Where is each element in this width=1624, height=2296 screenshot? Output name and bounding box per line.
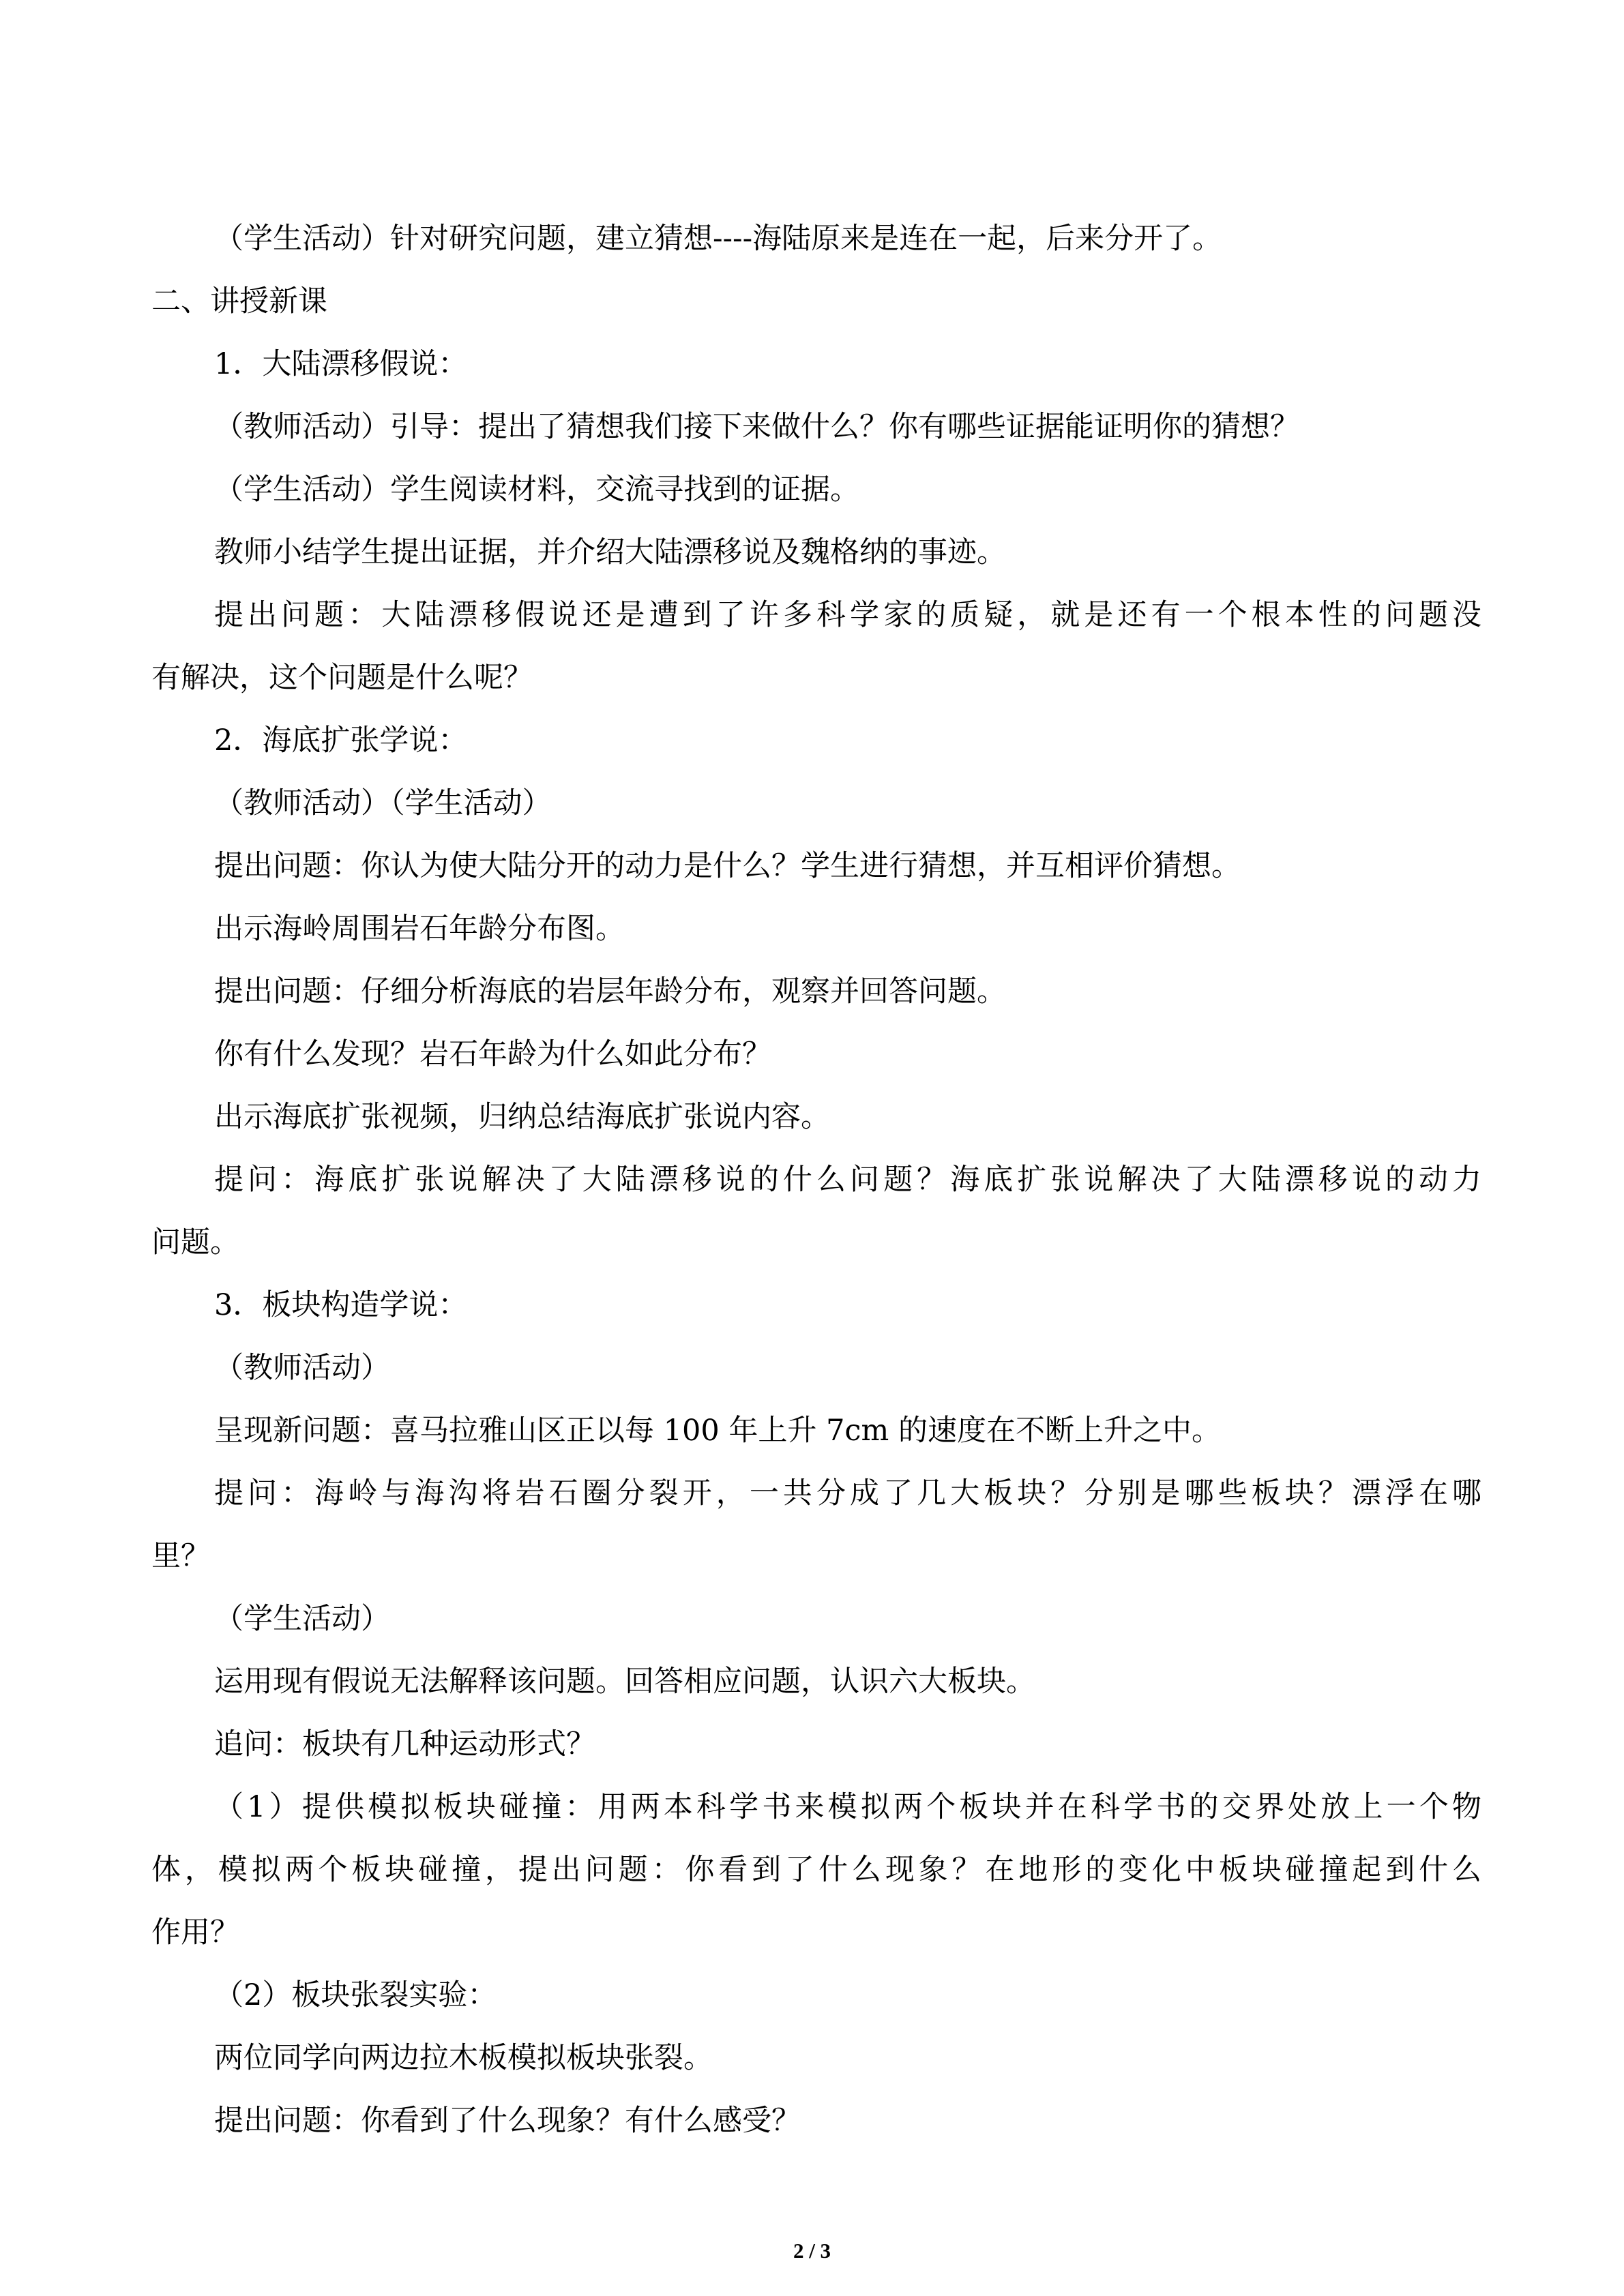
paragraph-student-reading: （学生活动）学生阅读材料，交流寻找到的证据。 xyxy=(214,473,859,507)
paragraph-student-hypothesis: （学生活动）针对研究问题，建立猜想----海陆原来是连在一起，后来分开了。 xyxy=(214,222,1222,256)
paragraph-show-map: 出示海岭周围岩石年龄分布图。 xyxy=(214,912,625,946)
paragraph-discovery: 你有什么发现？岩石年龄为什么如此分布？ xyxy=(214,1037,771,1071)
paragraph-student-activity: （学生活动） xyxy=(214,1602,390,1636)
paragraph-question-plates-cont: 里？ xyxy=(151,1539,210,1573)
paragraph-question-plates: 提问：海岭与海沟将岩石圈分裂开，一共分成了几大板块？分别是哪些板块？漂浮在哪 xyxy=(214,1476,1481,1510)
page-body xyxy=(151,207,1481,2152)
paragraph-question-doubt-cont: 有解决，这个问题是什么呢？ xyxy=(151,661,533,695)
paragraph-teacher-activity: （教师活动） xyxy=(214,1351,390,1385)
paragraph-question-solved-cont: 问题。 xyxy=(151,1225,239,1259)
paragraph-question-solved: 提问：海底扩张说解决了大陆漂移说的什么问题？海底扩张说解决了大陆漂移说的动力 xyxy=(214,1163,1481,1197)
page-number: 2 / 3 xyxy=(793,2239,831,2263)
paragraph-teacher-summary: 教师小结学生提出证据，并介绍大陆漂移说及魏格纳的事迹。 xyxy=(214,535,1006,569)
paragraph-teacher-guidance: （教师活动）引导：提出了猜想我们接下来做什么？你有哪些证据能证明你的猜想？ xyxy=(214,410,1299,444)
paragraph-collision-sim-end: 作用？ xyxy=(151,1915,239,1950)
paragraph-show-video: 出示海底扩张视频，归纳总结海底扩张说内容。 xyxy=(214,1100,830,1134)
paragraph-collision-sim-cont: 体，模拟两个板块碰撞，提出问题：你看到了什么现象？在地形的变化中板块碰撞起到什么 xyxy=(151,1853,1481,1887)
paragraph-follow-up: 追问：板块有几种运动形式？ xyxy=(214,1727,595,1761)
paragraph-question-analyze: 提出问题：仔细分析海底的岩层年龄分布，观察并回答问题。 xyxy=(214,974,1006,1009)
subheading-plate-tectonics: 3．板块构造学说： xyxy=(214,1288,468,1322)
paragraph-question-doubt: 提出问题：大陆漂移假说还是遭到了许多科学家的质疑，就是还有一个根本性的问题没 xyxy=(214,598,1481,632)
paragraph-rift-experiment: （2）板块张裂实验： xyxy=(214,1978,497,2012)
paragraph-six-plates: 运用现有假说无法解释该问题。回答相应问题，认识六大板块。 xyxy=(214,1665,1035,1699)
paragraph-pull-boards: 两位同学向两边拉木板模拟板块张裂。 xyxy=(214,2041,713,2075)
paragraph-new-problem: 呈现新问题：喜马拉雅山区正以每 100 年上升 7cm 的速度在不断上升之中。 xyxy=(214,1414,1221,1448)
paragraph-question-force: 提出问题：你认为使大陆分开的动力是什么？学生进行猜想，并互相评价猜想。 xyxy=(214,849,1241,883)
section-heading-new-lesson: 二、讲授新课 xyxy=(151,284,327,318)
paragraph-activities: （教师活动）（学生活动） xyxy=(214,786,552,820)
paragraph-collision-sim: （1）提供模拟板块碰撞：用两本科学书来模拟两个板块并在科学书的交界处放上一个物 xyxy=(214,1790,1481,1824)
subheading-continental-drift: 1．大陆漂移假说： xyxy=(214,347,468,381)
paragraph-question-feeling: 提出问题：你看到了什么现象？有什么感受？ xyxy=(214,2104,801,2138)
subheading-seafloor-spreading: 2．海底扩张学说： xyxy=(214,724,468,758)
